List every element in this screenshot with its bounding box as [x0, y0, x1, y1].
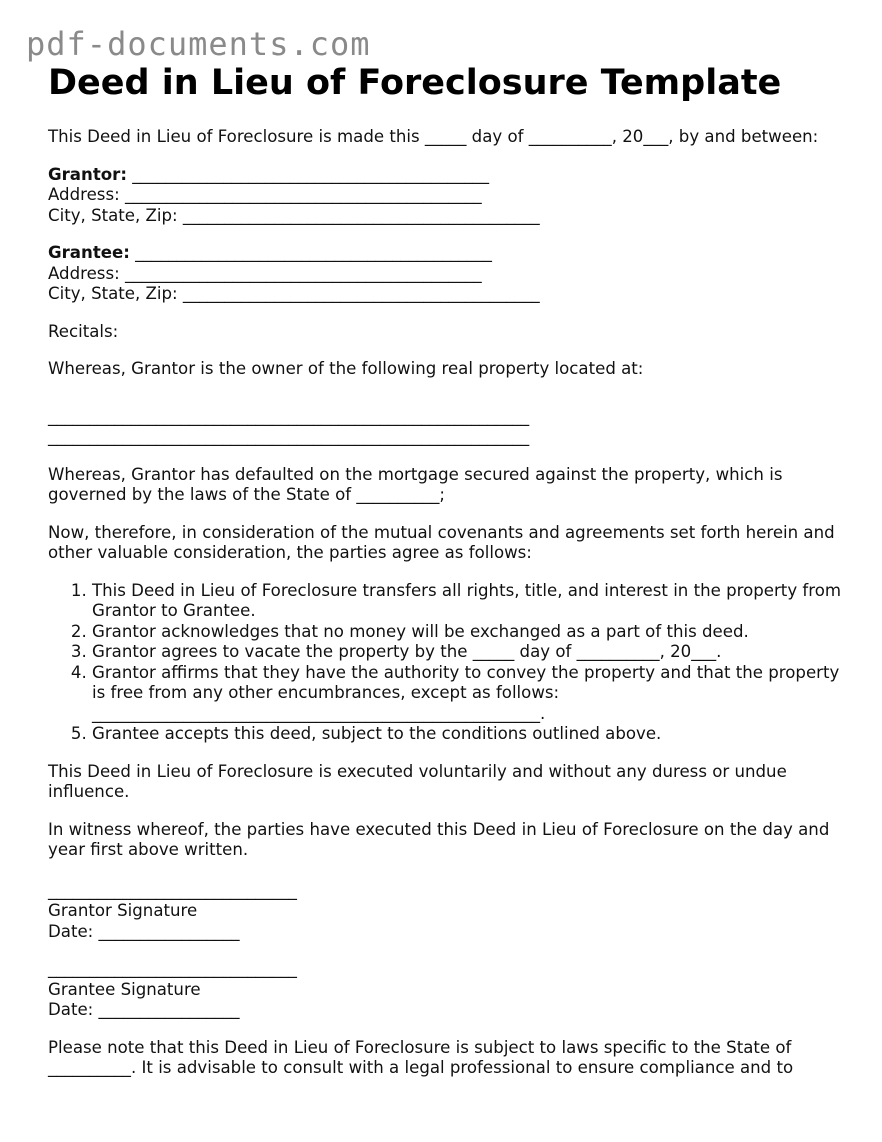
term-item: 2. Grantor acknowledges that no money will be exchanged as a part of this deed.: [92, 622, 848, 643]
grantee-label: Grantee:: [48, 243, 130, 262]
now-therefore-paragraph: Now, therefore, in consideration of the mutual covenants and agreements set forth herein and other valuable consideration, the parties agree as follows:: [48, 522, 835, 562]
grantee-signature-block: [48, 959, 848, 1021]
intro-paragraph: This Deed in Lieu of Foreclosure is made this _____ day of __________, 20___, by and between:: [48, 127, 819, 146]
term-item: 4. Grantor affirms that they have the authority to convey the property and that the property is free from any other encumbrances, except as follows: ______________________________________________________.: [92, 663, 848, 725]
voluntary-paragraph: This Deed in Lieu of Foreclosure is executed voluntarily and without any duress or undue influence.: [48, 761, 787, 801]
grantor-signature-block: [48, 881, 848, 943]
grantor-label: Grantor:: [48, 164, 127, 184]
grantee-name-blank: ___________________________________________: [129, 243, 492, 262]
signature-label: Grantee Signature: [48, 979, 201, 999]
document-body: [48, 127, 848, 1096]
signature-date: Date: _________________: [48, 1000, 240, 1019]
signature-date: Date: _________________: [48, 921, 240, 941]
property-line: __________________________________________________________: [48, 427, 530, 446]
grantee-city-state-zip: City, State, Zip: ___________________________________________: [48, 284, 540, 303]
property-description-lines: [48, 407, 848, 448]
witness-paragraph: In witness whereof, the parties have executed this Deed in Lieu of Foreclosure on the day and year first above written.: [48, 819, 830, 859]
legal-note-paragraph: Please note that this Deed in Lieu of Foreclosure is subject to laws specific to the State of __________. It is advisable to consult with a legal professional to ensure compliance and to: [48, 1037, 794, 1077]
grantee-section: [48, 243, 848, 305]
recitals-heading: Recitals:: [48, 321, 119, 341]
grantee-address: Address: ___________________________________________: [48, 263, 482, 283]
property-line: __________________________________________________________: [48, 406, 530, 426]
watermark: pdf-documents.com: [26, 25, 371, 63]
term-item: 3. Grantor agrees to vacate the property by the _____ day of __________, 20___.: [92, 642, 848, 663]
signature-line: ______________________________: [48, 880, 297, 900]
grantor-address: Address: ___________________________________________: [48, 185, 482, 204]
term-item: 5. Grantee accepts this deed, subject to the conditions outlined above.: [92, 724, 848, 745]
grantor-city-state-zip: City, State, Zip: ___________________________________________: [48, 205, 540, 225]
grantee-name-line: [48, 243, 848, 264]
signature-line: ______________________________: [48, 959, 297, 978]
signature-label: Grantor Signature: [48, 901, 198, 920]
term-item: 1. This Deed in Lieu of Foreclosure transfers all rights, title, and interest in the property from Grantor to Grantee.: [92, 581, 848, 622]
grantor-name-blank: ___________________________________________: [126, 164, 490, 184]
page-title: Deed in Lieu of Foreclosure Template: [48, 63, 782, 103]
whereas-owner-paragraph: Whereas, Grantor is the owner of the following real property located at:: [48, 359, 644, 378]
grantor-name-line: [48, 165, 848, 186]
grantor-section: [48, 165, 848, 227]
whereas-default-paragraph: Whereas, Grantor has defaulted on the mortgage secured against the property, which is governed by the laws of the State of __________;: [48, 464, 783, 504]
terms-list: [48, 581, 848, 745]
